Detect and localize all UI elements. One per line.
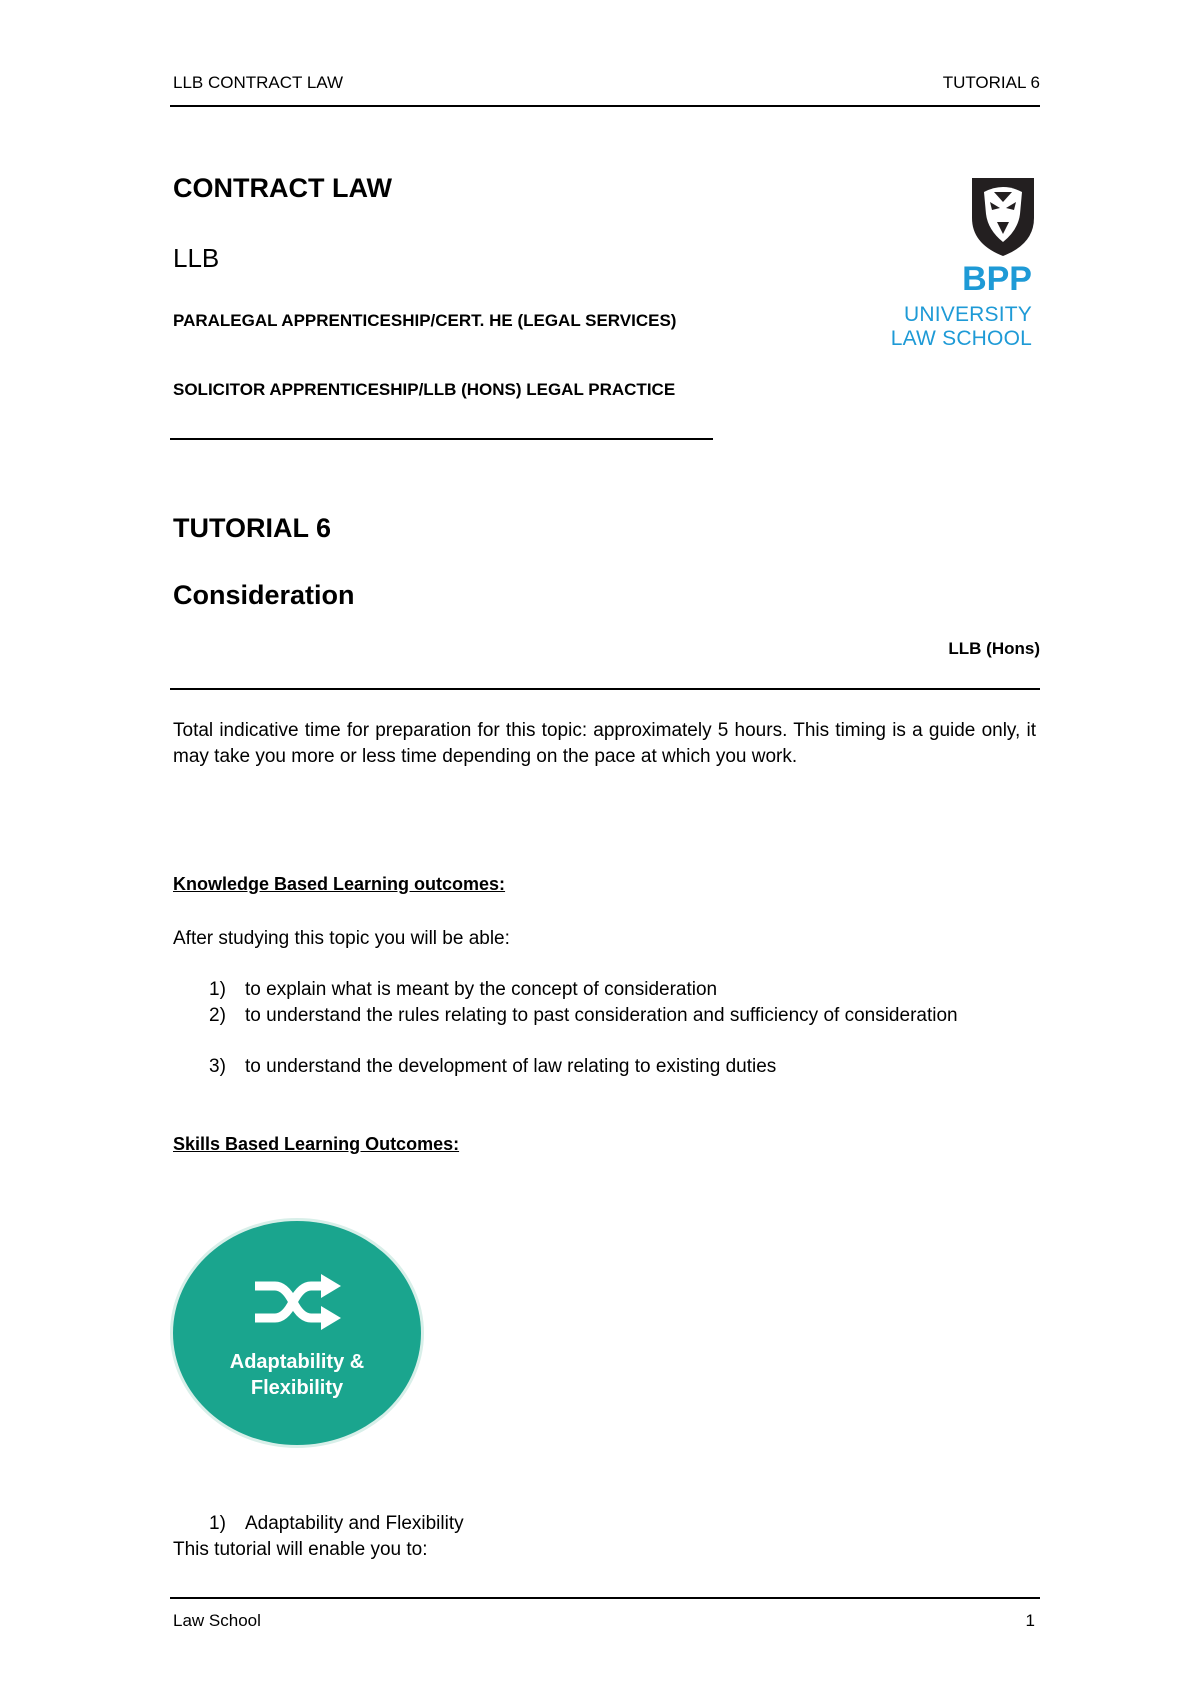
list-text: Adaptability and Flexibility [245, 1513, 464, 1534]
page-number: 1 [1025, 1611, 1035, 1630]
level-label: LLB (Hons) [948, 639, 1040, 658]
lion-shield-icon [968, 174, 1038, 258]
programme-2: SOLICITOR APPRENTICESHIP/LLB (HONS) LEGAL PRACTICE [173, 380, 676, 399]
tutorial-number: TUTORIAL 6 [173, 513, 332, 543]
badge-line2: Flexibility [250, 1377, 344, 1399]
course-subtitle: LLB [173, 243, 220, 273]
adaptability-badge [173, 1221, 421, 1445]
list-text: to understand the rules relating to past consideration and sufficiency of consideration [245, 1005, 958, 1026]
list-item [173, 1511, 1036, 1536]
intro-paragraph: Total indicative time for preparation for this topic: approximately 5 hours. This timing is a guide only, it may take you more or less time depending on the pace at which you work. [173, 720, 1036, 767]
course-title: CONTRACT LAW [173, 173, 392, 203]
logo-brand: BPP [962, 260, 1032, 298]
shuffle-icon [251, 1274, 343, 1330]
footer-divider [170, 1597, 1040, 1599]
list-number: 1) [209, 1513, 226, 1534]
footer-left: Law School [173, 1611, 261, 1630]
title-divider [170, 438, 713, 440]
list-number: 1) [209, 979, 226, 1000]
list-number: 2) [209, 1005, 226, 1026]
logo-line1: UNIVERSITY [903, 303, 1032, 326]
bpp-logo [892, 174, 1042, 354]
list-number: 3) [209, 1056, 226, 1077]
list-item [173, 977, 1036, 1002]
header-right: TUTORIAL 6 [942, 73, 1040, 92]
list-item [173, 1003, 1036, 1053]
badge-line1: Adaptability & [229, 1351, 365, 1373]
header-left: LLB CONTRACT LAW [173, 73, 344, 92]
list-item [173, 1054, 1036, 1079]
knowledge-heading: Knowledge Based Learning outcomes: [173, 874, 506, 894]
tutorial-topic: Consideration [173, 580, 355, 610]
skills-heading: Skills Based Learning Outcomes: [173, 1134, 460, 1154]
list-text: to explain what is meant by the concept of consideration [245, 979, 718, 1000]
knowledge-lead: After studying this topic you will be able: [173, 928, 510, 949]
skills-closing: This tutorial will enable you to: [173, 1539, 428, 1560]
programme-1: PARALEGAL APPRENTICESHIP/CERT. HE (LEGAL SERVICES) [173, 311, 677, 330]
logo-line2: LAW SCHOOL [890, 327, 1032, 350]
tutorial-divider [170, 688, 1040, 690]
list-text: to understand the development of law relating to existing duties [245, 1056, 777, 1077]
header-divider [170, 105, 1040, 107]
badge-label [173, 1349, 421, 1401]
